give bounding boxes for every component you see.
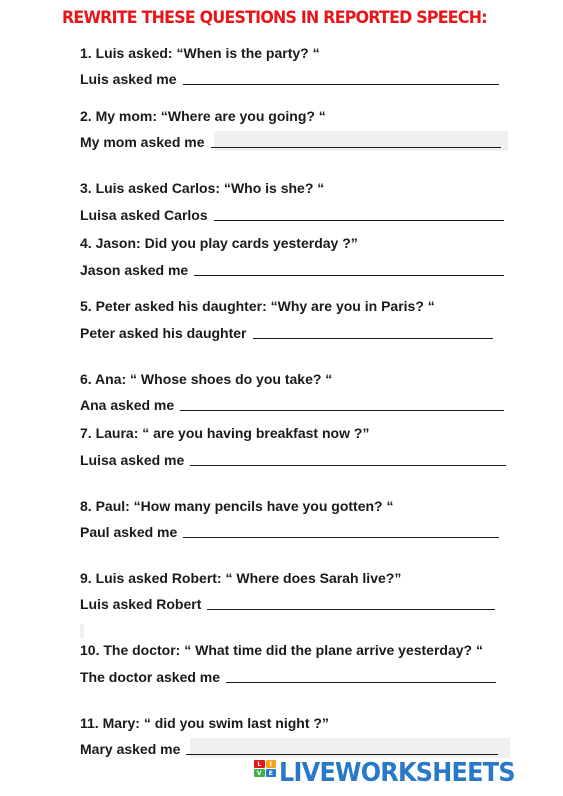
question-9-answer-input[interactable]	[207, 609, 495, 610]
question-4-prompt: 4. Jason: Did you play cards yesterday ?”	[80, 235, 358, 251]
question-9-prompt: 9. Luis asked Robert: “ Where does Sarah live?”	[80, 570, 402, 586]
question-11-answer-label: Mary asked me	[80, 741, 181, 757]
question-4-answer-row	[80, 261, 504, 279]
question-3-prompt: 3. Luis asked Carlos: “Who is she? “	[80, 180, 325, 196]
question-1-answer-row	[80, 70, 499, 88]
question-6-answer-row	[80, 396, 504, 414]
question-2-answer-label: My mom asked me	[80, 134, 205, 150]
question-8-answer-label: Paul asked me	[80, 524, 178, 540]
logo-text: LIVEWORKSHEETS	[279, 758, 515, 788]
question-9-answer-row	[80, 595, 495, 613]
question-10-answer-row	[80, 668, 496, 686]
question-10-answer-label: The doctor asked me	[80, 669, 221, 685]
question-5-answer-label: Peter asked his daughter	[80, 325, 247, 341]
question-11-prompt: 11. Mary: “ did you swim last night ?”	[80, 715, 329, 731]
question-5-answer-input[interactable]	[253, 338, 493, 339]
question-6-answer-label: Ana asked me	[80, 397, 175, 413]
question-1-answer-label: Luis asked me	[80, 71, 177, 87]
question-5-prompt: 5. Peter asked his daughter: “Why are you in Paris? “	[80, 298, 435, 314]
worksheet-title: REWRITE THESE QUESTIONS IN REPORTED SPEECH:	[62, 8, 487, 28]
question-10-answer-input[interactable]	[226, 682, 496, 683]
question-6-answer-input[interactable]	[180, 410, 504, 411]
question-7-answer-input[interactable]	[190, 465, 506, 466]
question-6-prompt: 6. Ana: “ Whose shoes do you take? “	[80, 371, 333, 387]
question-3-answer-label: Luisa asked Carlos	[80, 207, 208, 223]
question-8-answer-input[interactable]	[183, 537, 499, 538]
margin-mark	[80, 624, 84, 638]
logo-badge-letter: V	[254, 769, 265, 777]
question-7-prompt: 7. Laura: “ are you having breakfast now ?”	[80, 425, 370, 441]
question-9-answer-label: Luis asked Robert	[80, 596, 202, 612]
question-3-answer-input[interactable]	[214, 220, 504, 221]
logo-badge-letter: I	[266, 760, 277, 768]
logo-badge-letter: E	[266, 769, 277, 777]
logo-badge-letter: L	[254, 760, 265, 768]
question-2-answer-row	[80, 133, 501, 151]
question-7-answer-label: Luisa asked me	[80, 452, 185, 468]
liveworksheets-logo	[254, 758, 535, 788]
question-2-answer-input[interactable]	[211, 147, 501, 148]
question-8-prompt: 8. Paul: “How many pencils have you gotten? “	[80, 498, 394, 514]
question-2-prompt: 2. My mom: “Where are you going? “	[80, 108, 326, 124]
logo-badge-icon	[254, 760, 276, 786]
question-1-answer-input[interactable]	[183, 84, 499, 85]
question-5-answer-row	[80, 324, 493, 342]
question-11-answer-row	[80, 740, 498, 758]
question-8-answer-row	[80, 523, 499, 541]
question-4-answer-input[interactable]	[194, 275, 504, 276]
question-3-answer-row	[80, 206, 504, 224]
question-7-answer-row	[80, 451, 506, 469]
question-1-prompt: 1. Luis asked: “When is the party? “	[80, 45, 320, 61]
question-10-prompt: 10. The doctor: “ What time did the plane arrive yesterday? “	[80, 642, 483, 658]
question-4-answer-label: Jason asked me	[80, 262, 189, 278]
question-11-answer-input[interactable]	[186, 754, 498, 755]
